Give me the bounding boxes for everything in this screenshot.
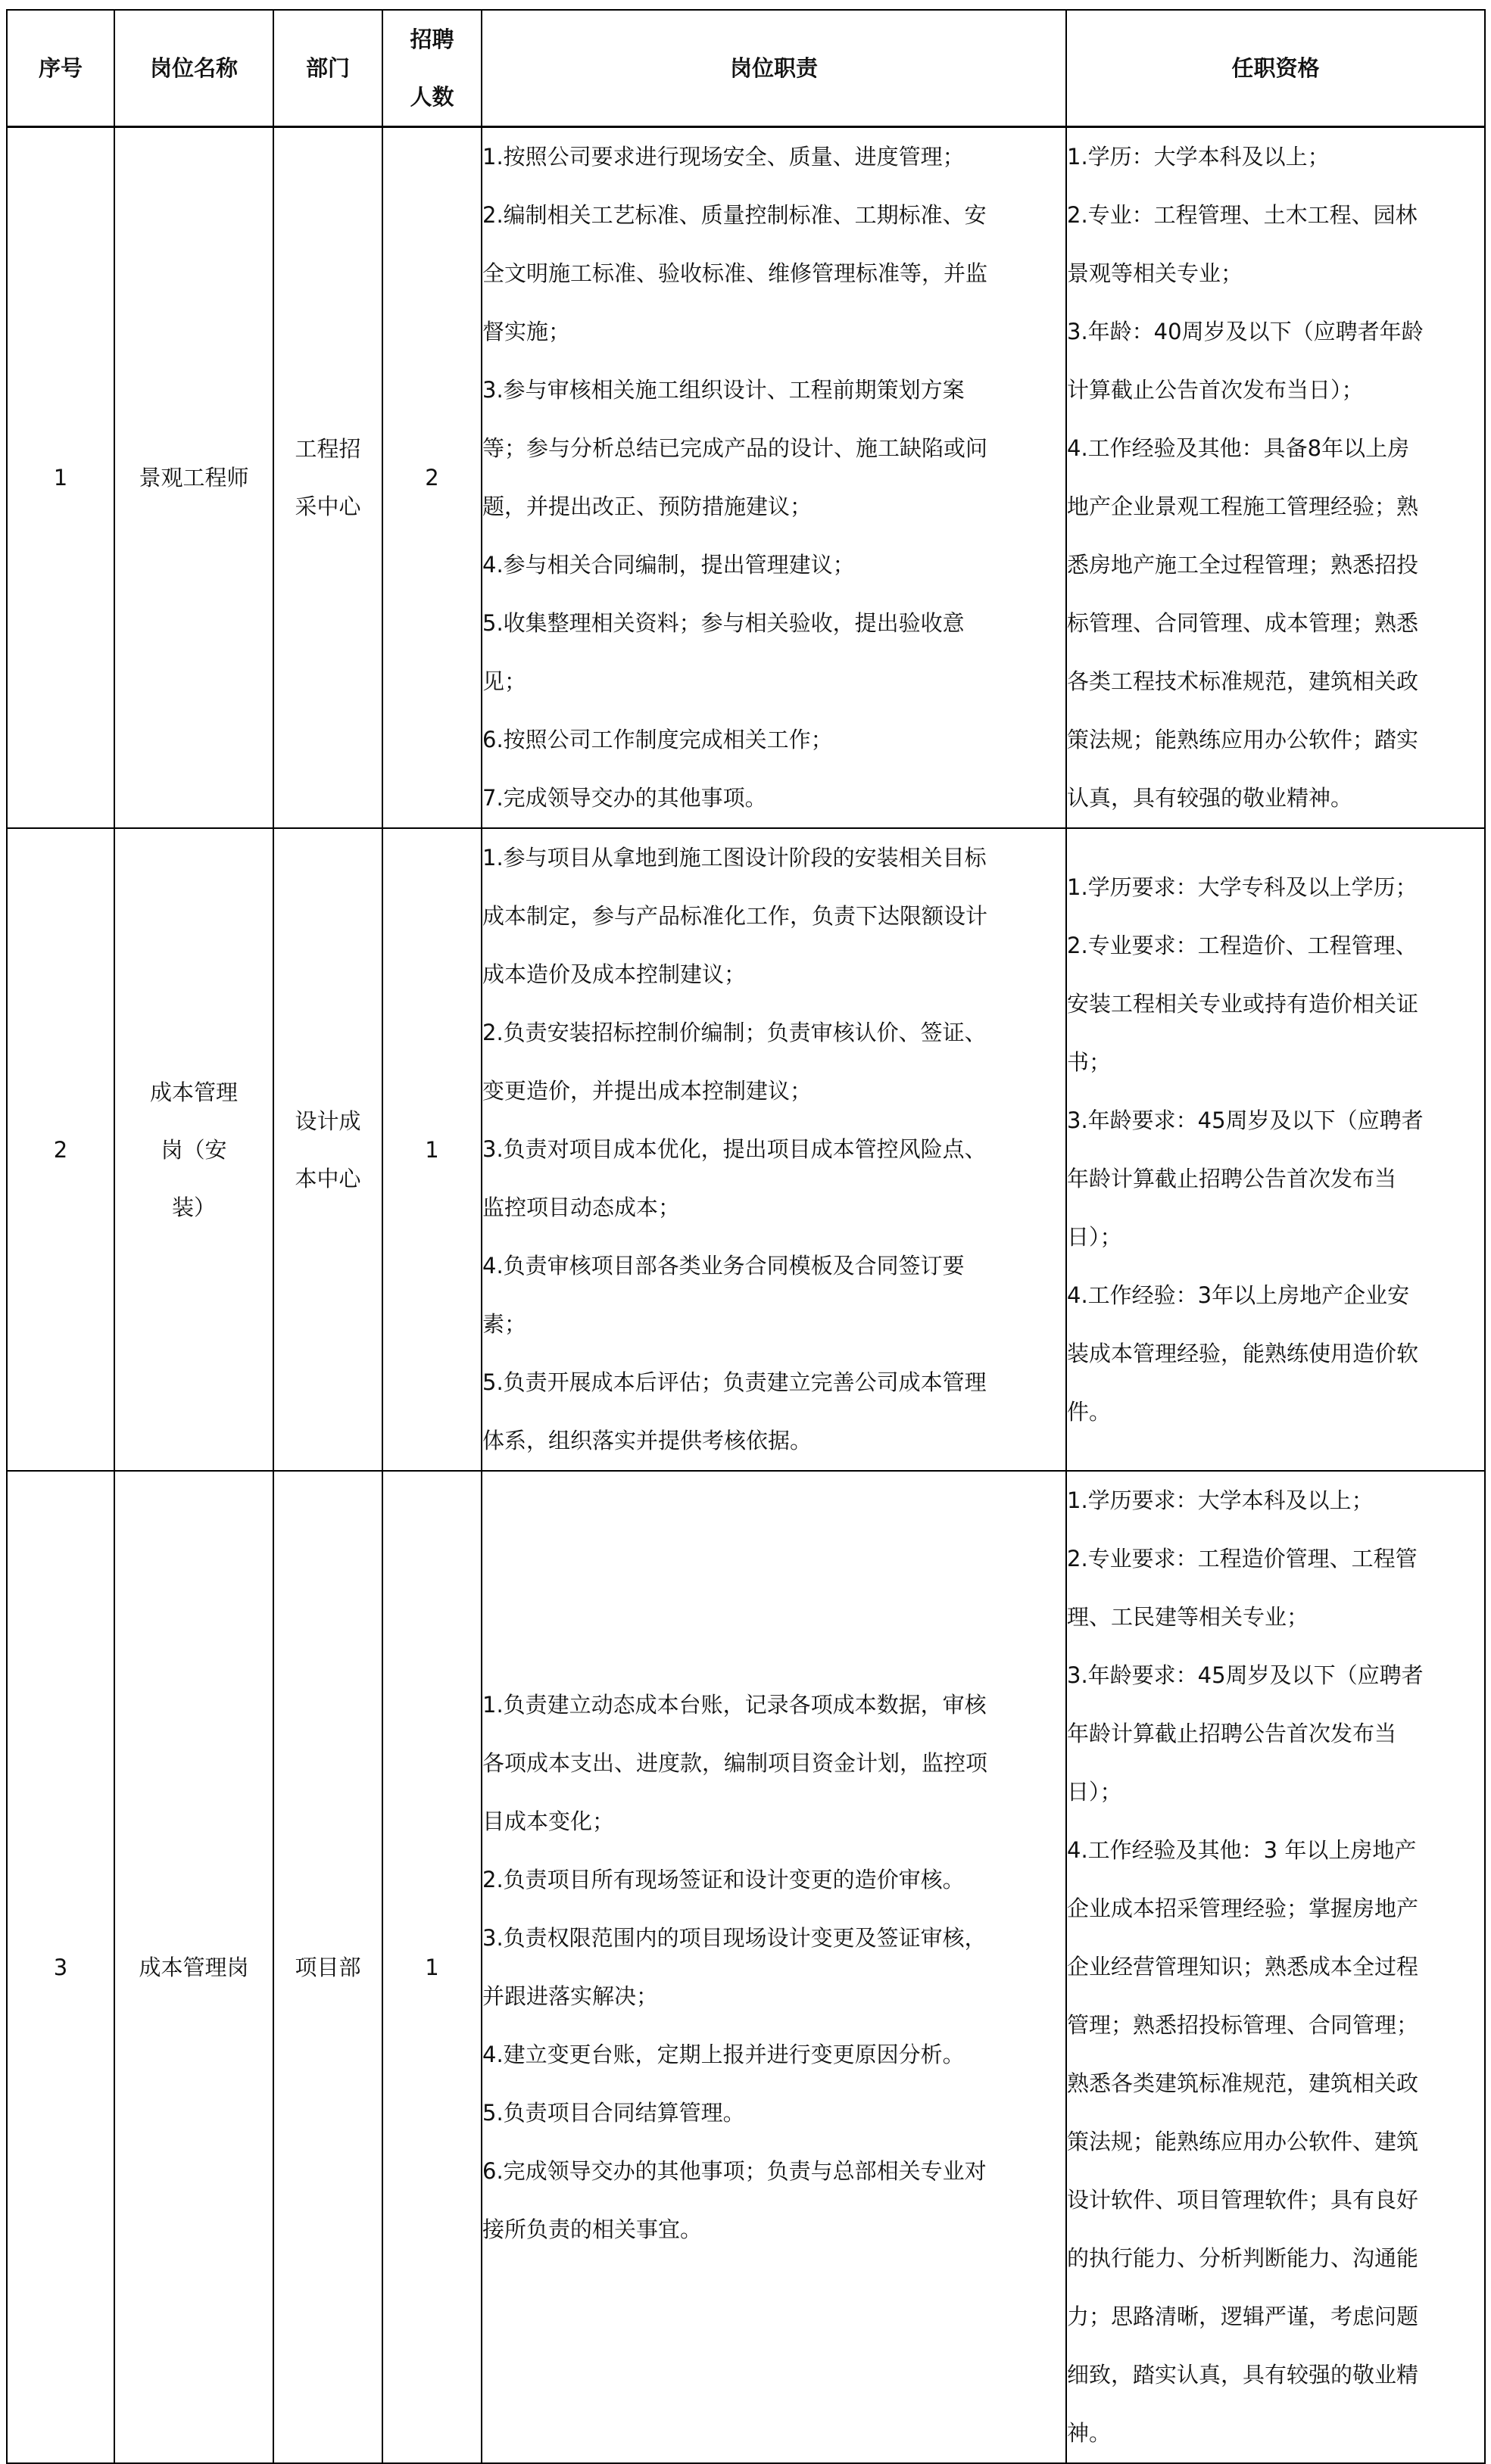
qualification-line: 3.年龄要求：45周岁及以下（应聘者	[1067, 1107, 1424, 1133]
cell-qualifications	[1066, 127, 1485, 829]
qualification-line: 书；	[1067, 1048, 1112, 1075]
duty-line: 全文明施工标准、验收标准、维修管理标准等，并监	[482, 260, 988, 286]
duty-line: 成本造价及成本控制建议；	[482, 961, 747, 987]
cell-duties	[482, 828, 1066, 1471]
duty-line: 各项成本支出、进度款，编制项目资金计划，监控项	[482, 1749, 988, 1776]
duty-line: 3.负责对项目成本优化，提出项目成本管控风险点、	[482, 1136, 987, 1162]
cell-duties	[482, 1471, 1066, 2463]
duty-line: 目成本变化；	[482, 1808, 615, 1834]
cell-index: 2	[7, 828, 114, 1471]
department-line: 本中心	[295, 1165, 361, 1192]
qualification-line: 2.专业要求：工程造价管理、工程管	[1067, 1546, 1418, 1572]
qualification-line: 2.专业：工程管理、土木工程、园林	[1067, 202, 1418, 228]
qualification-line: 日）；	[1067, 1223, 1122, 1250]
qualification-line: 地产企业景观工程施工管理经验；熟	[1067, 494, 1419, 519]
cell-position	[114, 1471, 273, 2463]
qualification-line: 策法规；能熟练应用办公软件、建筑	[1067, 2129, 1419, 2154]
qualification-line: 1.学历：大学本科及以上；	[1067, 144, 1330, 170]
duty-line: 1.参与项目从拿地到施工图设计阶段的安装相关目标	[482, 845, 987, 871]
cell-qualifications	[1066, 828, 1485, 1471]
department-line: 工程招	[295, 436, 361, 462]
duty-line: 6.按照公司工作制度完成相关工作；	[482, 727, 833, 752]
qualification-line: 年龄计算截止招聘公告首次发布当	[1067, 1721, 1397, 1746]
duty-line: 并跟进落实解决；	[482, 1983, 659, 2009]
qualification-line: 设计软件、项目管理软件；具有良好	[1067, 2187, 1419, 2213]
qualification-line: 的执行能力、分析判断能力、沟通能	[1067, 2245, 1419, 2271]
duty-line: 4.建立变更台账，定期上报并进行变更原因分析。	[482, 2041, 965, 2067]
duty-line: 5.负责项目合同结算管理。	[482, 2099, 745, 2126]
header-index: 序号	[7, 10, 114, 127]
qualification-line: 安装工程相关专业或持有造价相关证	[1067, 990, 1419, 1017]
qualification-line: 3.年龄：40周岁及以下（应聘者年龄	[1067, 319, 1424, 344]
duty-line: 督实施；	[482, 319, 571, 344]
duty-line: 等；参与分析总结已完成产品的设计、施工缺陷或问	[482, 435, 988, 461]
qualification-line: 3.年龄要求：45周岁及以下（应聘者	[1067, 1662, 1424, 1688]
duty-line: 见；	[482, 668, 527, 694]
cell-department	[273, 127, 382, 829]
header-headcount	[382, 10, 482, 127]
position-line: 岗（安	[161, 1136, 227, 1163]
qualification-line: 理、工民建等相关专业；	[1067, 1604, 1309, 1630]
header-department: 部门	[273, 10, 382, 127]
qualification-line: 4.工作经验及其他：具备8年以上房	[1067, 435, 1410, 461]
cell-headcount: 1	[382, 828, 482, 1471]
qualification-line: 悉房地产施工全过程管理；熟悉招投	[1067, 552, 1419, 578]
qualification-line: 策法规；能熟练应用办公软件；踏实	[1067, 727, 1419, 752]
header-position: 岗位名称	[114, 10, 273, 127]
qualification-line: 神。	[1067, 2420, 1112, 2446]
qualification-line: 计算截止公告首次发布当日）；	[1067, 377, 1364, 403]
cell-position	[114, 828, 273, 1471]
cell-headcount: 1	[382, 1471, 482, 2463]
table-row	[7, 1471, 1485, 2463]
department-line: 项目部	[295, 1954, 361, 1980]
header-headcount-line: 招聘	[410, 26, 454, 52]
qualification-line: 2.专业要求：工程造价、工程管理、	[1067, 932, 1418, 958]
duty-line: 2.编制相关工艺标准、质量控制标准、工期标准、安	[482, 202, 987, 228]
qualification-line: 企业经营管理知识；熟悉成本全过程	[1067, 1954, 1419, 1980]
duty-line: 1.负责建立动态成本台账，记录各项成本数据，审核	[482, 1691, 987, 1718]
header-qualifications: 任职资格	[1066, 10, 1485, 127]
qualification-line: 认真，具有较强的敬业精神。	[1067, 785, 1353, 811]
cell-index: 1	[7, 127, 114, 829]
qualification-line: 日）；	[1067, 1779, 1122, 1805]
cell-duties	[482, 127, 1066, 829]
qualification-line: 景观等相关专业；	[1067, 260, 1243, 286]
duty-line: 6.完成领导交办的其他事项；负责与总部相关专业对	[482, 2157, 987, 2184]
duty-line: 2.负责项目所有现场签证和设计变更的造价审核。	[482, 1866, 965, 1892]
job-posting-table	[6, 9, 1486, 2464]
qualification-line: 件。	[1067, 1398, 1112, 1425]
duty-line: 3.参与审核相关施工组织设计、工程前期策划方案	[482, 377, 965, 403]
duty-line: 变更造价，并提出成本控制建议；	[482, 1078, 813, 1104]
duty-line: 4.参与相关合同编制，提出管理建议；	[482, 552, 855, 578]
duty-line: 成本制定，参与产品标准化工作，负责下达限额设计	[482, 903, 988, 929]
duty-line: 体系，组织落实并提供考核依据。	[482, 1428, 813, 1453]
cell-qualifications	[1066, 1471, 1485, 2463]
qualification-line: 4.工作经验及其他：3 年以上房地产	[1067, 1837, 1417, 1863]
duty-line: 3.负责权限范围内的项目现场设计变更及签证审核，	[482, 1924, 987, 1951]
qualification-line: 标管理、合同管理、成本管理；熟悉	[1067, 610, 1419, 636]
duty-line: 题，并提出改正、预防措施建议；	[482, 494, 813, 519]
duty-line: 7.完成领导交办的其他事项。	[482, 785, 767, 811]
cell-department	[273, 828, 382, 1471]
table-header-row	[7, 10, 1485, 127]
qualification-line: 1.学历要求：大学本科及以上；	[1067, 1487, 1374, 1513]
duty-line: 1.按照公司要求进行现场安全、质量、进度管理；	[482, 144, 965, 170]
table-row	[7, 828, 1485, 1471]
qualification-line: 熟悉各类建筑标准规范，建筑相关政	[1067, 2070, 1419, 2096]
qualification-line: 各类工程技术标准规范，建筑相关政	[1067, 668, 1419, 694]
cell-index: 3	[7, 1471, 114, 2463]
duty-line: 2.负责安装招标控制价编制；负责审核认价、签证、	[482, 1020, 987, 1045]
duty-line: 5.负责开展成本后评估；负责建立完善公司成本管理	[482, 1369, 987, 1395]
qualification-line: 细致，踏实认真，具有较强的敬业精	[1067, 2362, 1419, 2388]
header-duties: 岗位职责	[482, 10, 1066, 127]
department-line: 设计成	[295, 1107, 361, 1134]
position-line: 景观工程师	[139, 465, 249, 491]
table-body	[7, 127, 1485, 2464]
duty-line: 接所负责的相关事宜。	[482, 2216, 703, 2242]
qualification-line: 企业成本招采管理经验；掌握房地产	[1067, 1896, 1419, 1921]
position-line: 成本管理岗	[139, 1954, 249, 1980]
duty-line: 4.负责审核项目部各类业务合同模板及合同签订要	[482, 1253, 965, 1279]
department-line: 采中心	[295, 494, 361, 519]
qualification-line: 1.学历要求：大学专科及以上学历；	[1067, 874, 1418, 900]
cell-position	[114, 127, 273, 829]
header-headcount-line: 人数	[410, 84, 454, 110]
position-line: 装）	[171, 1194, 216, 1220]
duty-line: 素；	[482, 1311, 527, 1337]
cell-department	[273, 1471, 382, 2463]
cell-headcount: 2	[382, 127, 482, 829]
qualification-line: 管理；熟悉招投标管理、合同管理；	[1067, 2012, 1419, 2038]
duty-line: 5.收集整理相关资料；参与相关验收，提出验收意	[482, 610, 965, 636]
qualification-line: 装成本管理经验，能熟练使用造价软	[1067, 1340, 1419, 1366]
table-row	[7, 127, 1485, 829]
qualification-line: 4.工作经验：3年以上房地产企业安	[1067, 1282, 1410, 1308]
qualification-line: 年龄计算截止招聘公告首次发布当	[1067, 1165, 1397, 1192]
position-line: 成本管理	[149, 1079, 238, 1105]
duty-line: 监控项目动态成本；	[482, 1195, 681, 1220]
qualification-line: 力；思路清晰，逻辑严谨，考虑问题	[1067, 2304, 1419, 2329]
